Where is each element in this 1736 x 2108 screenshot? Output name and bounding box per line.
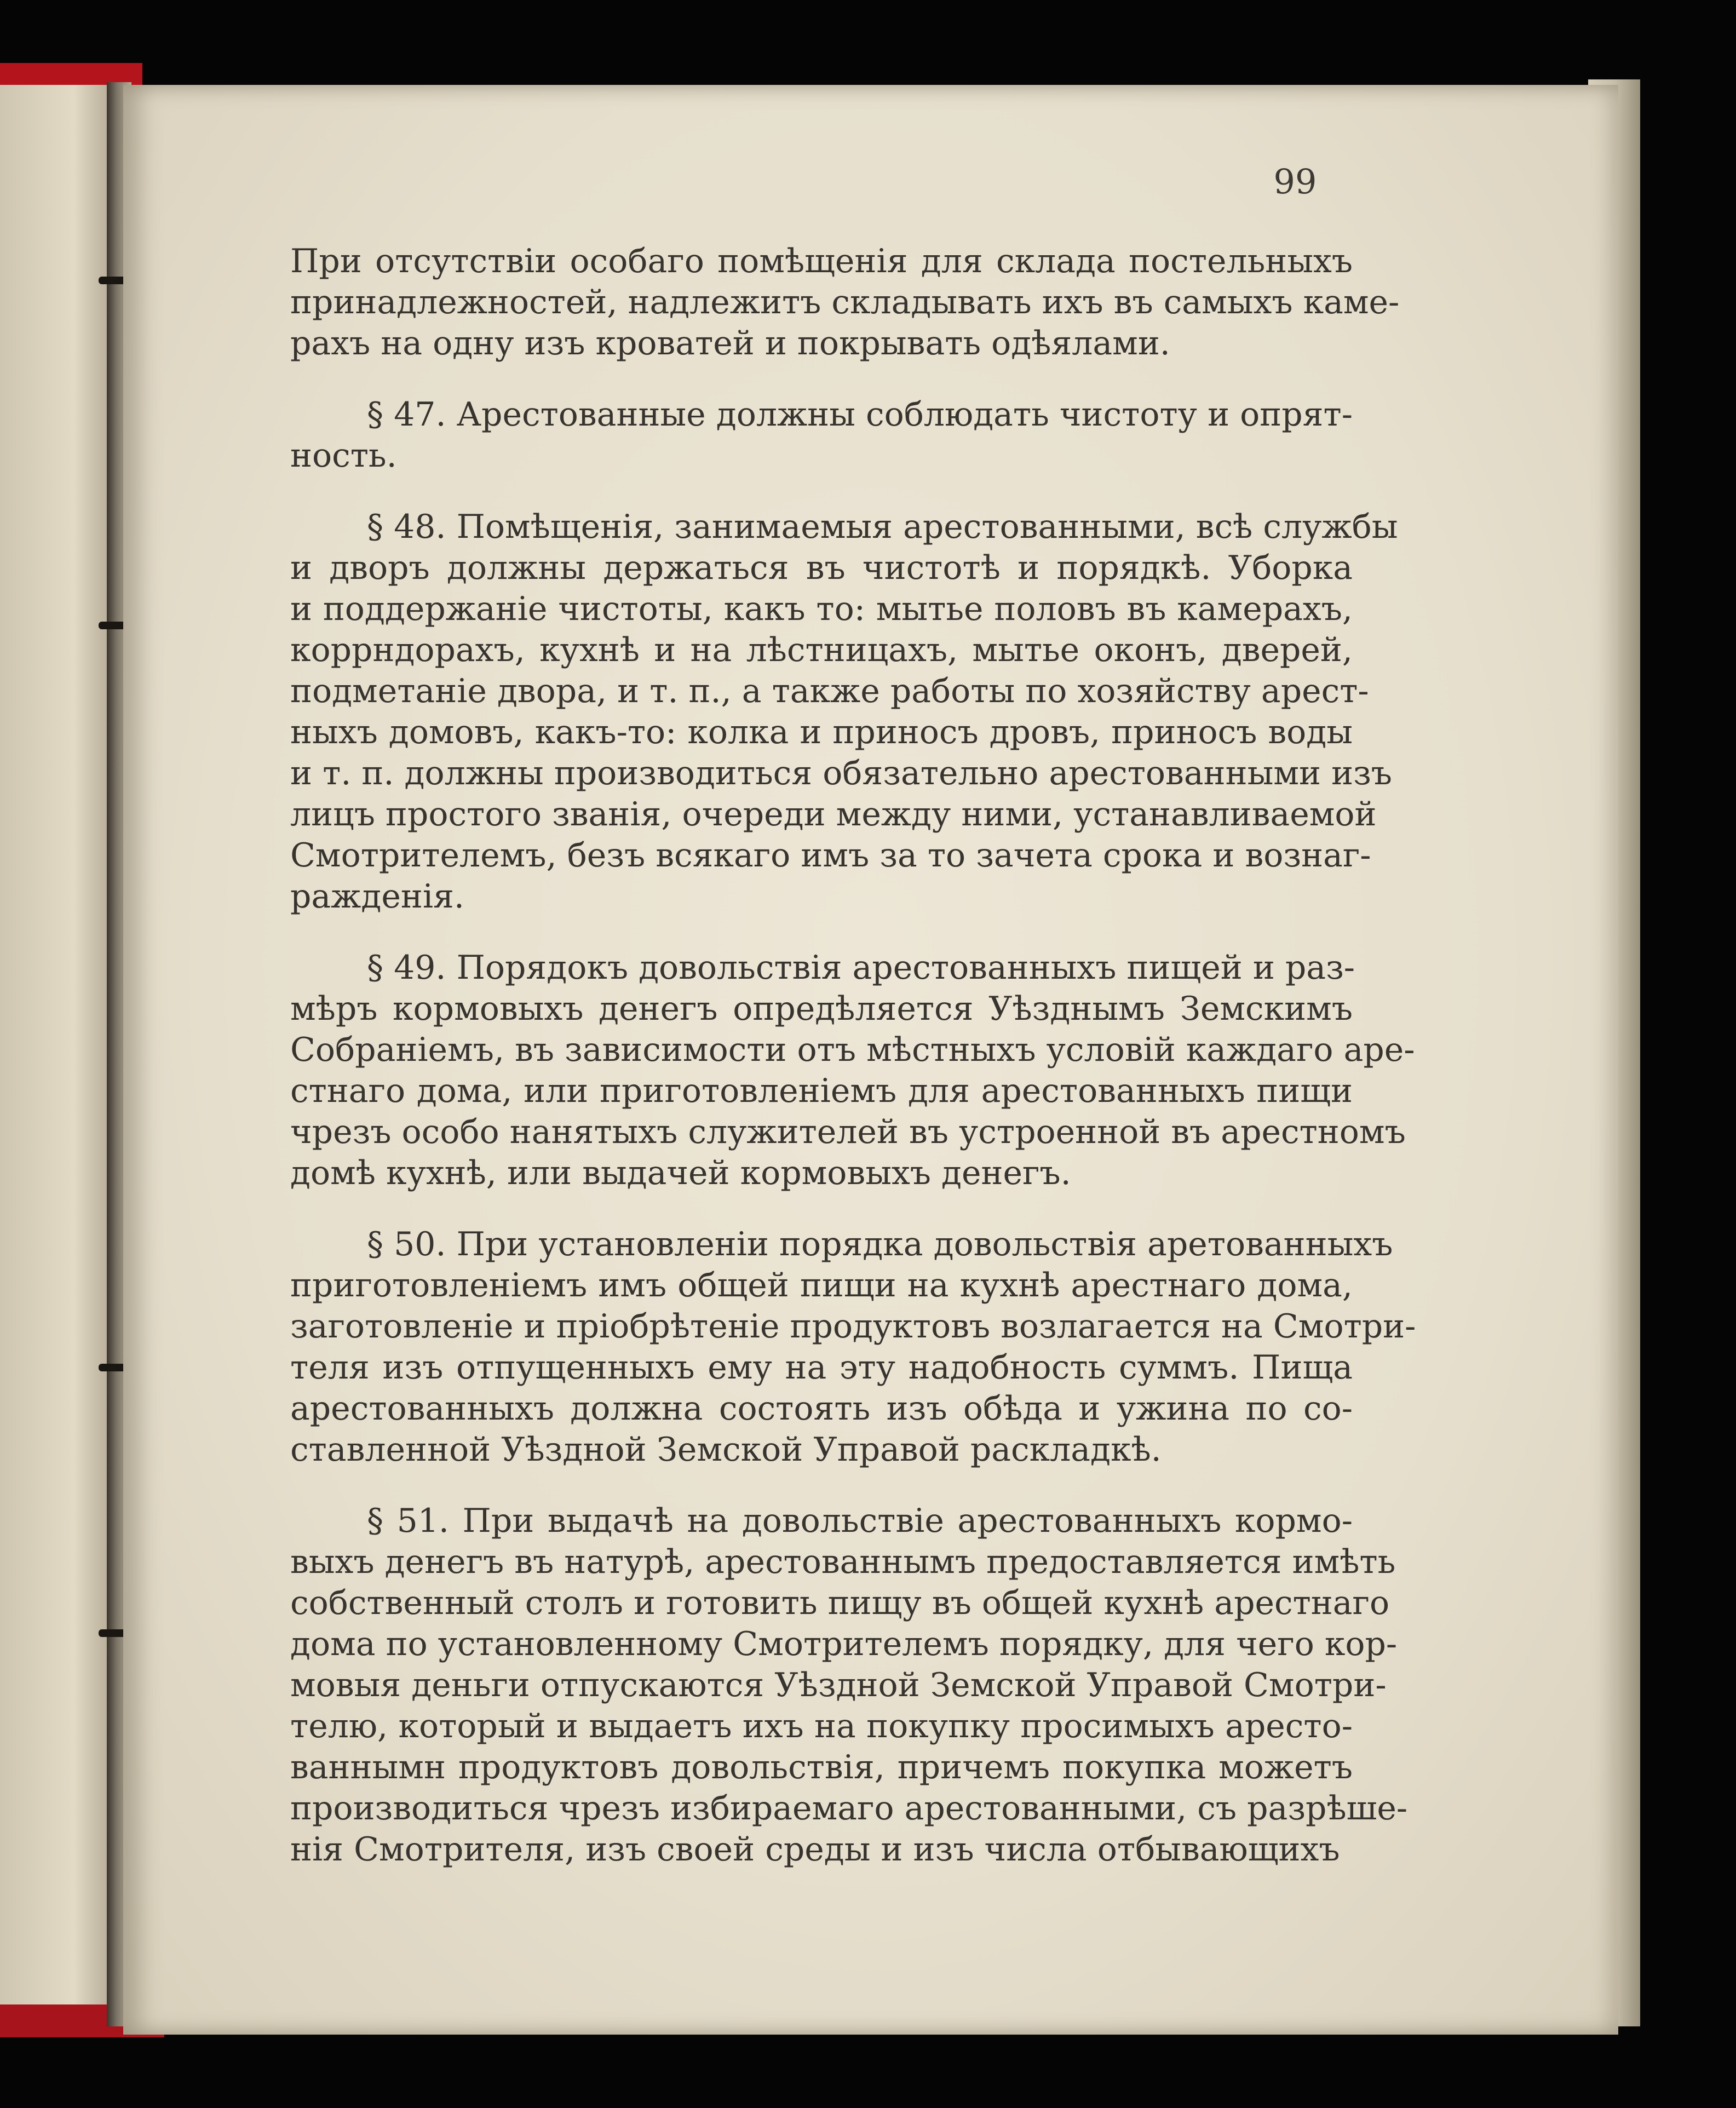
text-line: стнаго дома, или приготовленіемъ для арестованныхъ пищи [290,1072,1353,1110]
text-line: чрезъ особо нанятыхъ служителей въ устроенной въ арестномъ [290,1113,1406,1151]
text-line: § 49. Порядокъ довольствія арестованныхъ пищей и раз- [367,949,1355,987]
text-line: нія Смотрителя, изъ своей среды и изъ числа отбывающихъ [290,1830,1340,1869]
paragraph-s51 [290,1501,1408,1870]
text-line: мѣръ кормовыхъ денегъ опредѣляется Уѣзднымъ Земскимъ [290,990,1353,1028]
page-text [290,241,1416,1870]
paragraph-gap [290,917,1353,947]
text-line: дома по установленному Смотрителемъ порядку, для чего кор- [290,1625,1398,1663]
text-line: заготовленіе и пріобрѣтеніе продуктовъ возлагается на Смотри- [290,1307,1416,1346]
text-line: коррндорахъ, кухнѣ и на лѣстницахъ, мытье оконъ, дверей, [290,631,1353,669]
text-line: При отсутствіи особаго помѣщенія для склада постельныхъ [290,242,1353,280]
text-line: домѣ кухнѣ, или выдачей кормовыхъ денегъ. [290,1154,1071,1192]
paragraph-gap [290,476,1353,507]
text-line: и т. п. должны производиться обязательно арестованными изъ [290,754,1392,792]
text-line: телю, который и выдаетъ ихъ на покупку просимыхъ аресто- [290,1707,1353,1745]
text-line: подметаніе двора, и т. п., а также работы по хозяйству арест- [290,672,1369,710]
previous-page-edge [0,63,123,2029]
text-line: ность. [290,436,397,475]
text-line: арестованныхъ должна состоять изъ обѣда и ужина по со- [290,1389,1353,1428]
text-line: Смотрителемъ, безъ всякаго имъ за то зачета срока и вознаг- [290,836,1371,875]
text-line: и дворъ должны держаться въ чистотѣ и порядкѣ. Уборка [290,549,1353,587]
text-line: мовыя деньги отпускаются Уѣздной Земской Управой Смотри- [290,1666,1387,1704]
book-cover-edge-top [0,63,142,85]
text-line: рахъ на одну изъ кроватей и покрывать одѣялами. [290,324,1170,363]
text-line: выхъ денегъ въ натурѣ, арестованнымъ предоставляется имѣть [290,1543,1396,1581]
text-line: ставленной Уѣздной Земской Управой раскладкѣ. [290,1431,1162,1469]
paragraph-intro [290,241,1400,364]
text-line: § 51. При выдачѣ на довольствіе арестованныхъ кормо- [367,1502,1353,1540]
text-line: принадлежностей, надлежитъ складывать ихъ въ самыхъ каме- [290,283,1400,321]
text-line: ныхъ домовъ, какъ-то: колка и приносъ дровъ, приносъ воды [290,713,1353,751]
paragraph-s50 [290,1224,1416,1471]
text-line: § 50. При установленіи порядка довольствія аретованныхъ [367,1225,1393,1263]
text-line: лицъ простого званія, очереди между ними, устанавливаемой [290,795,1377,834]
paragraph-gap [290,1194,1353,1224]
paragraph-gap [290,1471,1353,1501]
paragraph-s48 [290,507,1398,917]
text-line: собственный столъ и готовить пищу въ общей кухнѣ арестнаго [290,1584,1390,1622]
text-line: § 47. Арестованные должны соблюдать чистоту и опрят- [367,395,1353,434]
text-line: § 48. Помѣщенія, занимаемыя арестованными, всѣ службы [367,508,1398,546]
paragraph-gap [290,364,1353,394]
text-line: и поддержаніе чистоты, какъ то: мытье половъ въ камерахъ, [290,590,1353,628]
text-line: теля изъ отпущенныхъ ему на эту надобность суммъ. Пища [290,1348,1353,1387]
paragraph-s47 [290,394,1353,476]
text-line: Собраніемъ, въ зависимости отъ мѣстныхъ условій каждаго аре- [290,1031,1415,1069]
text-line: производиться чрезъ избираемаго арестованными, съ разрѣше- [290,1789,1408,1828]
text-line: ражденія. [290,877,464,916]
page-number: 99 [1273,162,1317,202]
paragraph-s49 [290,947,1415,1194]
text-line: ваннымн продуктовъ довольствія, причемъ покупка можетъ [290,1748,1353,1787]
text-line: приготовленіемъ имъ общей пищи на кухнѣ арестнаго дома, [290,1266,1353,1305]
